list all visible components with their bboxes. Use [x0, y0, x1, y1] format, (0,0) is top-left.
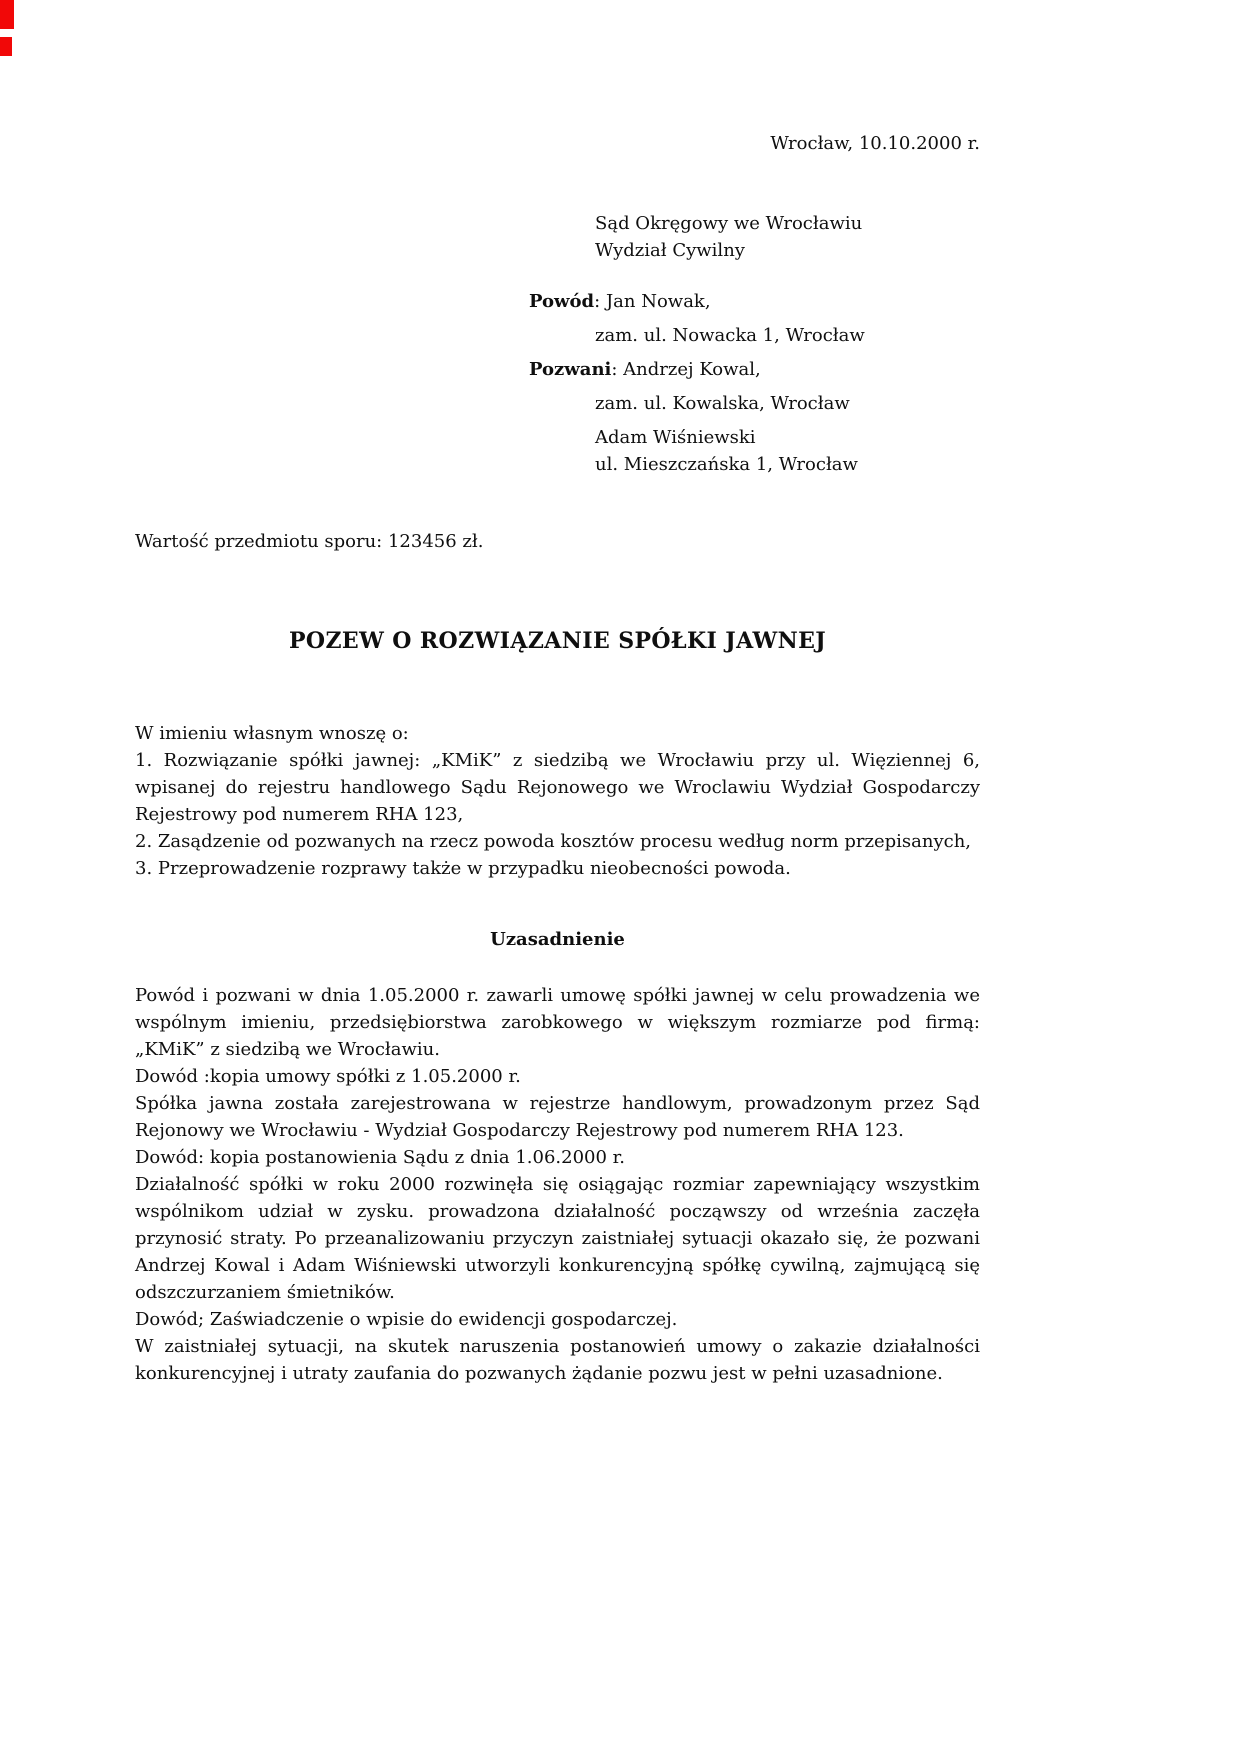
defendant-2-name: Adam Wiśniewski: [595, 427, 756, 448]
justification-paragraph-6: Dowód; Zaświadczenie o wpisie do ewidencji gospodarczej.: [135, 1309, 678, 1330]
defendants-line: [529, 356, 865, 383]
petition-item-3: 3. Przeprowadzenie rozprawy także w przypadku nieobecności powoda.: [135, 858, 791, 879]
justification-block: [135, 982, 980, 1387]
petition-item-1: 1. Rozwiązanie spółki jawnej: „KMiK” z siedzibą we Wrocławiu przy ul. Więziennej 6, wpisanej do rejestru handlowego Sądu Rejonowego we Wroclawiu Wydział Gospodarczy Rejestrowy pod numerem RHA 123,: [135, 750, 980, 825]
document-title: POZEW O ROZWIĄZANIE SPÓŁKI JAWNEJ: [288, 628, 827, 654]
court-division: Wydział Cywilny: [595, 240, 745, 261]
red-edge-mark-bottom: [0, 37, 12, 56]
justification-paragraph-3: Spółka jawna została zarejestrowana w rejestrze handlowym, prowadzonym przez Sąd Rejonowy we Wrocławiu - Wydział Gospodarczy Rejestrowy pod numerem RHA 123.: [135, 1093, 980, 1141]
claim-value-line: Wartość przedmiotu sporu: 123456 zł.: [135, 531, 484, 552]
petition-intro: W imieniu własnym wnoszę o:: [135, 723, 409, 744]
justification-paragraph-4: Dowód: kopia postanowienia Sądu z dnia 1.06.2000 r.: [135, 1147, 626, 1168]
plaintiff-address: zam. ul. Nowacka 1, Wrocław: [595, 325, 865, 346]
defendants-label: Pozwani: [529, 359, 612, 380]
justification-paragraph-1: Powód i pozwani w dnia 1.05.2000 r. zawarli umowę spółki jawnej w celu prowadzenia we wspólnym imieniu, przedsiębiorstwa zarobkowego w większym rozmiarze pod firmą: „KMiK” z siedzibą we Wrocławiu.: [135, 985, 980, 1060]
date-line: Wrocław, 10.10.2000 r.: [770, 133, 980, 154]
justification-heading: Uzasadnienie: [490, 929, 625, 950]
petition-block: [135, 720, 980, 882]
court-name: Sąd Okręgowy we Wrocławiu: [595, 213, 863, 234]
justification-paragraph-2: Dowód :kopia umowy spółki z 1.05.2000 r.: [135, 1066, 521, 1087]
plaintiff-line: [529, 288, 865, 315]
defendant-1-name: : Andrzej Kowal,: [611, 359, 761, 380]
justification-paragraph-7: W zaistniałej sytuacji, na skutek naruszenia postanowień umowy o zakazie działalności konkurencyjnej i utraty zaufania do pozwanych żądanie pozwu jest w pełni uzasadnione.: [135, 1336, 980, 1384]
defendant-2-address: ul. Mieszczańska 1, Wrocław: [595, 454, 858, 475]
petition-item-2: 2. Zasądzenie od pozwanych na rzecz powoda kosztów procesu według norm przepisanych,: [135, 831, 972, 852]
red-edge-mark-top: [0, 0, 14, 29]
plaintiff-name: : Jan Nowak,: [594, 291, 711, 312]
defendant-1-address: zam. ul. Kowalska, Wrocław: [595, 393, 850, 414]
parties-block: [529, 288, 865, 485]
court-block: [595, 210, 862, 264]
plaintiff-label: Powód: [529, 291, 595, 312]
justification-paragraph-5: Działalność spółki w roku 2000 rozwinęła się osiągając rozmiar zapewniający wszystkim wspólnikom udział w zysku. prowadzona działalność począwszy od września zaczęła przynosić straty. Po przeanalizowaniu przyczyn zaistniałej sytuacji okazało się, że pozwani Andrzej Kowal i Adam Wiśniewski utworzyli konkurencyjną spółkę cywilną, zajmującą się odszczurzaniem śmietników.: [135, 1174, 980, 1303]
